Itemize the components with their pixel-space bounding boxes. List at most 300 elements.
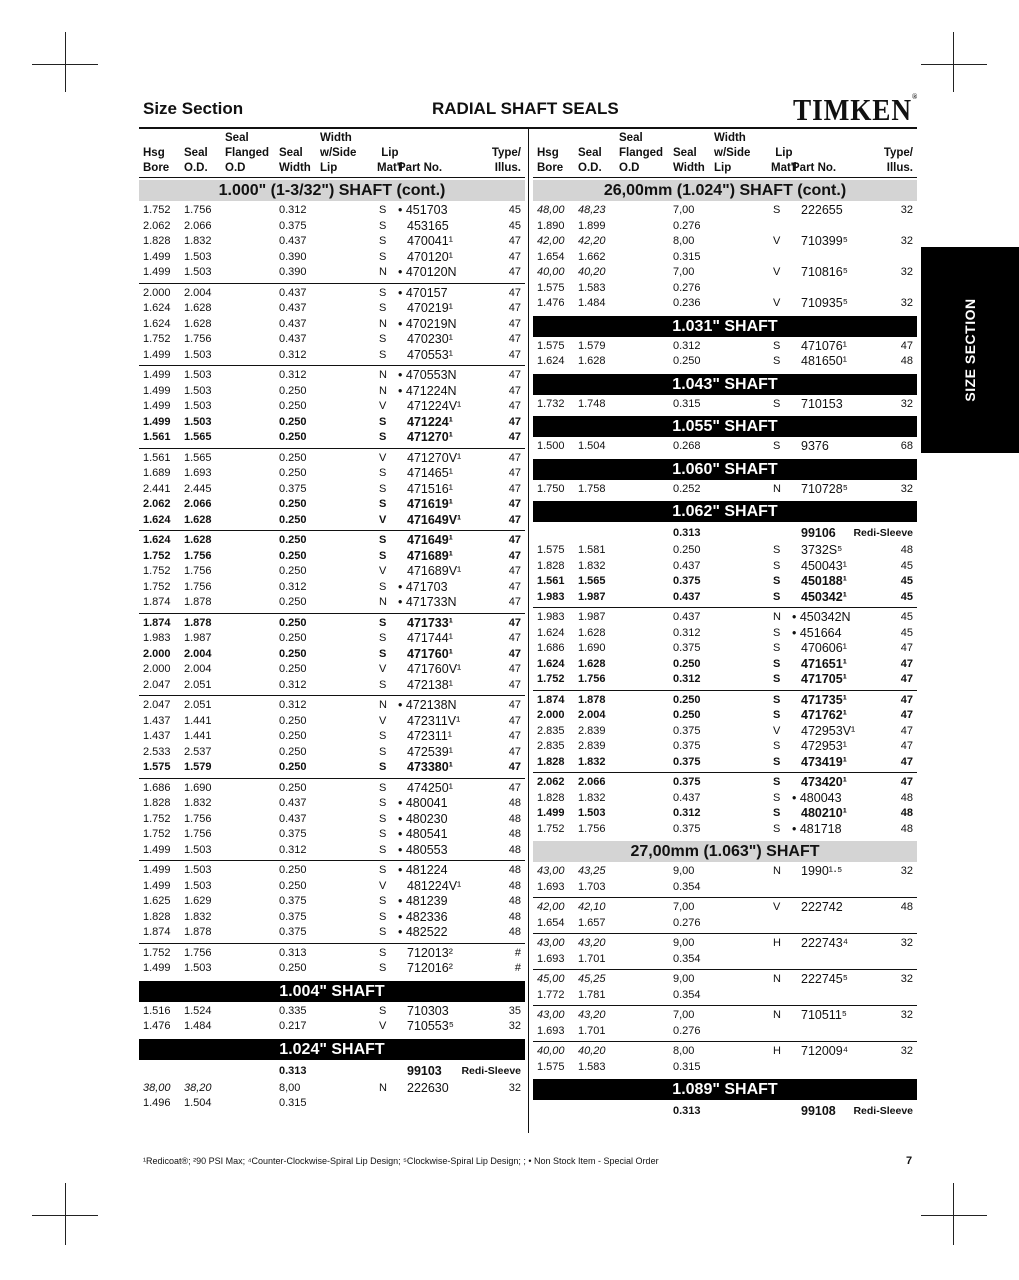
- seal-od-cell: 1.987: [578, 590, 606, 603]
- seal-od-cell: 2.004: [184, 663, 212, 675]
- shaft-size-heading: 1.089" SHAFT: [533, 1079, 917, 1100]
- part-no-cell[interactable]: • 481224: [398, 863, 448, 877]
- table-row: [139, 1019, 525, 1035]
- seal-od-cell: 1.756: [578, 822, 606, 835]
- table-row: [139, 678, 525, 694]
- hsg-bore-cell: 2.000: [143, 286, 171, 299]
- part-no-cell[interactable]: 710399⁵: [801, 234, 848, 248]
- type-illus-cell: 47: [508, 431, 521, 443]
- hsg-bore-cell: 1.752: [143, 828, 171, 840]
- type-illus-header: Type/ Illus.: [491, 147, 521, 174]
- table-row: [533, 1024, 917, 1040]
- seal-od-cell: 1.758: [578, 482, 606, 495]
- hsg-bore-cell: 42,00: [537, 235, 565, 247]
- seal-width-cell: 0.437: [279, 235, 307, 247]
- type-illus-cell: 45: [900, 559, 913, 572]
- part-no-cell[interactable]: 471733¹: [407, 615, 453, 630]
- column-divider: [528, 128, 529, 1133]
- part-no-cell[interactable]: • 470553N: [398, 368, 457, 382]
- hsg-bore-cell: 1.500: [537, 440, 565, 452]
- part-no-cell[interactable]: 473420¹: [801, 775, 847, 789]
- lip-mat-cell: S: [379, 632, 387, 644]
- seal-width-cell: 0.312: [673, 807, 701, 819]
- crop-mark: [921, 1215, 987, 1216]
- lip-mat-cell: S: [379, 204, 387, 216]
- seal-width-cell: 0.390: [279, 250, 307, 263]
- part-no-cell[interactable]: 222743⁴: [801, 936, 849, 950]
- part-no-cell[interactable]: 470120¹: [407, 249, 453, 264]
- seal-width-cell: 0.437: [279, 812, 307, 825]
- seal-width-cell: 0.437: [279, 302, 307, 314]
- part-no-cell[interactable]: 710153: [801, 396, 843, 411]
- part-no-cell[interactable]: 471516¹: [407, 481, 453, 496]
- seal-width-cell: 0.217: [279, 1020, 307, 1032]
- seal-od-cell: 2.004: [184, 286, 212, 299]
- lip-mat-cell: V: [379, 1020, 387, 1032]
- crop-mark: [953, 1183, 954, 1245]
- part-no-cell[interactable]: 471619¹: [407, 497, 453, 511]
- part-no-cell[interactable]: • 481718: [792, 821, 842, 836]
- seal-od-cell: 1.657: [578, 916, 606, 929]
- hsg-bore-cell: 1.828: [537, 791, 565, 804]
- part-no-cell[interactable]: 471224V¹: [407, 399, 462, 413]
- hsg-bore-cell: 1.752: [143, 565, 171, 577]
- table-row: [533, 988, 917, 1004]
- lip-mat-cell: S: [379, 647, 387, 660]
- part-no-cell[interactable]: 470553¹: [407, 347, 453, 362]
- seal-od-cell: 2.004: [578, 709, 606, 721]
- part-no-cell[interactable]: 471270¹: [407, 430, 453, 444]
- table-row: [139, 843, 525, 859]
- seal-od-cell: 1.756: [184, 812, 212, 825]
- hsg-bore-cell: 1.689: [143, 467, 171, 479]
- table-row: [533, 791, 917, 807]
- type-illus-cell: 47: [508, 647, 521, 660]
- hsg-bore-cell: 1.624: [537, 657, 565, 670]
- type-illus-cell: 47: [508, 384, 521, 397]
- hsg-bore-cell: 1.624: [537, 626, 565, 639]
- part-no-cell[interactable]: 710816⁵: [801, 265, 848, 279]
- seal-width-cell: 7,00: [673, 901, 695, 913]
- seal-od-cell: 1.878: [578, 693, 606, 706]
- seal-od-cell: 1.524: [184, 1004, 212, 1017]
- seal-od-cell: 2.066: [578, 776, 606, 788]
- type-illus-cell: 48: [508, 895, 521, 907]
- part-no-cell[interactable]: 481650¹: [801, 354, 847, 368]
- seal-group: [139, 781, 525, 862]
- part-no-cell[interactable]: 471076¹: [801, 338, 847, 353]
- part-no-cell[interactable]: 99108: [801, 1104, 836, 1118]
- lip-mat-cell: V: [379, 879, 387, 892]
- hsg-bore-header: Hsg Bore: [537, 147, 564, 174]
- lip-mat-cell: V: [379, 714, 387, 727]
- hsg-bore-cell: 1.575: [143, 761, 171, 773]
- seal-width-cell: 0.250: [673, 657, 701, 670]
- seal-group: [533, 900, 917, 934]
- crop-mark: [65, 32, 66, 92]
- part-no-cell[interactable]: 470041¹: [407, 234, 453, 248]
- part-no-cell[interactable]: • 482522: [398, 925, 448, 939]
- lip-mat-cell: S: [773, 559, 781, 572]
- table-row: [139, 580, 525, 596]
- hsg-bore-cell: 48,00: [537, 204, 565, 216]
- part-no-cell[interactable]: 450188¹: [801, 574, 847, 588]
- part-no-cell[interactable]: 470606¹: [801, 641, 847, 655]
- type-illus-cell: 47: [508, 415, 521, 428]
- shaft-size-heading: 1.024" SHAFT: [139, 1039, 525, 1060]
- part-no-cell[interactable]: 471760¹: [407, 646, 453, 661]
- part-no-cell[interactable]: 1990¹·⁵: [801, 864, 843, 878]
- part-no-cell[interactable]: 472311V¹: [407, 713, 461, 728]
- part-no-cell[interactable]: 710728⁵: [801, 481, 848, 496]
- table-row: [533, 900, 917, 916]
- hsg-bore-cell: 1.437: [143, 714, 171, 727]
- seal-width-cell: 0.250: [279, 498, 307, 510]
- seal-group: [139, 946, 525, 979]
- hsg-bore-cell: 1.499: [143, 962, 171, 974]
- table-row: [533, 739, 917, 755]
- lip-mat-cell: N: [379, 266, 387, 278]
- part-no-cell[interactable]: 471651¹: [801, 656, 847, 671]
- hsg-bore-cell: 2.062: [143, 219, 171, 232]
- part-no-cell[interactable]: 471224¹: [407, 414, 453, 429]
- lip-mat-cell: S: [379, 926, 387, 938]
- seal-od-cell: 1.756: [184, 565, 212, 577]
- part-no-cell[interactable]: 222655: [801, 203, 843, 217]
- part-no-cell[interactable]: 471689¹: [407, 548, 453, 563]
- hsg-bore-cell: 2.000: [537, 709, 565, 721]
- seal-width-cell: 0.335: [279, 1004, 307, 1017]
- part-no-cell[interactable]: 712013²: [407, 945, 453, 960]
- lip-mat-cell: N: [379, 369, 387, 381]
- hsg-bore-cell: 1.499: [143, 879, 171, 892]
- table-row: [533, 439, 917, 455]
- table-row: [139, 894, 525, 910]
- seal-od-cell: 1.628: [184, 302, 212, 314]
- seal-od-cell: 1.832: [578, 559, 606, 572]
- part-no-cell[interactable]: 473380¹: [407, 760, 453, 774]
- part-no-cell[interactable]: 470219¹: [407, 301, 453, 315]
- part-no-cell[interactable]: • 480230: [398, 811, 448, 826]
- part-no-cell[interactable]: 710935⁵: [801, 296, 848, 310]
- table-row: [533, 543, 917, 559]
- seal-width-cell: 0.437: [279, 333, 307, 345]
- part-no-cell[interactable]: 222742: [801, 900, 843, 914]
- table-row: [139, 662, 525, 678]
- lip-mat-header: Lip Mat'l: [771, 147, 797, 174]
- part-no-cell[interactable]: 480210¹: [801, 806, 847, 820]
- seal-od-cell: 45,25: [578, 973, 606, 985]
- part-no-cell[interactable]: 99103: [407, 1063, 442, 1078]
- seal-od-cell: 1.503: [184, 384, 212, 397]
- part-no-cell[interactable]: 471649¹: [407, 533, 453, 547]
- part-no-cell[interactable]: 453165: [407, 218, 449, 233]
- hsg-bore-cell: 1.752: [143, 580, 171, 593]
- lip-mat-cell: V: [773, 266, 781, 278]
- part-no-cell[interactable]: 472311¹: [407, 729, 452, 743]
- part-no-cell[interactable]: • 480043: [792, 790, 842, 805]
- seal-width-cell: 0.437: [279, 797, 307, 809]
- hsg-bore-cell: 1.772: [537, 988, 565, 1001]
- table-row: [533, 574, 917, 590]
- seal-group: [139, 203, 525, 284]
- part-no-cell[interactable]: • 451703: [398, 203, 448, 217]
- hsg-bore-cell: 1.752: [537, 673, 565, 685]
- seal-od-cell: 40,20: [578, 1045, 606, 1057]
- seal-od-cell: 1.503: [184, 348, 212, 361]
- hsg-bore-cell: 1.499: [143, 843, 171, 856]
- hsg-bore-cell: 1.499: [143, 266, 171, 278]
- seal-width-cell: 0.250: [279, 616, 307, 629]
- hsg-bore-header: Hsg Bore: [143, 147, 170, 174]
- hsg-bore-cell: 1.983: [537, 611, 565, 623]
- lip-mat-cell: S: [379, 549, 387, 562]
- part-no-cell[interactable]: 471705¹: [801, 672, 847, 686]
- seal-group: [533, 610, 917, 691]
- seal-width-cell: 0.250: [279, 451, 307, 464]
- type-illus-cell: 47: [508, 250, 521, 263]
- type-illus-cell: 47: [508, 348, 521, 361]
- seal-width-cell: 0.250: [279, 549, 307, 562]
- seal-width-cell: 0.250: [279, 431, 307, 443]
- lip-mat-cell: S: [379, 580, 387, 593]
- part-no-cell[interactable]: 712009⁴: [801, 1044, 849, 1058]
- part-no-cell[interactable]: • 480553: [398, 842, 448, 857]
- part-no-cell[interactable]: • 450342N: [792, 610, 851, 624]
- lip-mat-cell: N: [773, 973, 781, 985]
- table-row: [139, 946, 525, 962]
- table-row: [533, 482, 917, 498]
- lip-mat-cell: N: [773, 482, 781, 495]
- table-row: [533, 972, 917, 988]
- seal-od-cell: 1.878: [184, 596, 212, 608]
- table-row: [533, 657, 917, 673]
- part-no-cell[interactable]: • 480041: [398, 796, 448, 810]
- lip-mat-cell: S: [379, 745, 387, 758]
- hsg-bore-cell: 1.575: [537, 544, 565, 556]
- lip-mat-cell: N: [773, 865, 781, 877]
- table-row: [139, 286, 525, 302]
- type-illus-cell: 68: [900, 440, 913, 452]
- part-no-cell[interactable]: • 480541: [398, 827, 448, 841]
- type-illus-cell: 47: [900, 755, 913, 768]
- table-row: [139, 781, 525, 797]
- seal-group: [533, 1044, 917, 1077]
- table-row: [533, 724, 917, 740]
- table-row: [533, 916, 917, 932]
- table-row: [533, 1102, 917, 1121]
- hsg-bore-cell: 1.828: [143, 910, 171, 923]
- table-row: [139, 317, 525, 333]
- seal-width-cell: 0.312: [279, 369, 307, 381]
- seal-width-cell: 0.390: [279, 266, 307, 278]
- seal-group: [533, 1102, 917, 1123]
- part-no-cell[interactable]: 474250¹: [407, 780, 453, 795]
- seal-width-cell: 0.315: [673, 1060, 701, 1073]
- part-no-cell[interactable]: • 470157: [398, 285, 448, 300]
- table-row: [533, 822, 917, 838]
- seal-width-cell: 7,00: [673, 266, 695, 278]
- seal-od-cell: 1.629: [184, 895, 212, 907]
- part-no-cell[interactable]: 471689V¹: [407, 564, 462, 578]
- seal-od-cell: 1.628: [184, 317, 212, 330]
- part-no-cell[interactable]: 450043¹: [801, 558, 847, 573]
- hsg-bore-cell: 1.693: [537, 880, 565, 893]
- part-no-cell[interactable]: 222630: [407, 1080, 449, 1095]
- type-illus-cell: 45: [900, 575, 913, 587]
- part-no-cell[interactable]: 450342¹: [801, 589, 847, 604]
- type-illus-cell: 47: [508, 333, 521, 345]
- seal-group: [139, 863, 525, 944]
- section-title: Size Section: [143, 99, 244, 118]
- part-no-cell[interactable]: 470230¹: [407, 332, 453, 346]
- lip-mat-cell: N: [379, 596, 387, 608]
- seal-width-cell: 0.375: [673, 755, 701, 768]
- part-no-cell[interactable]: 471270V¹: [407, 450, 462, 465]
- seal-flanged-od-header: Seal Flanged O.D: [619, 132, 664, 174]
- seal-width-cell: 0.437: [279, 286, 307, 299]
- seal-group: [533, 775, 917, 839]
- hsg-bore-cell: 1.983: [143, 632, 171, 644]
- table-row: [139, 1081, 525, 1097]
- part-no-cell[interactable]: 712016²: [407, 961, 453, 975]
- type-illus-cell: 48: [508, 879, 521, 892]
- part-no-cell[interactable]: 471744¹: [407, 631, 453, 645]
- seal-od-cell: 1.628: [578, 626, 606, 639]
- seal-width-cell: 0.375: [673, 776, 701, 788]
- seal-group: [139, 451, 525, 532]
- part-no-cell[interactable]: • 481239: [398, 894, 448, 908]
- lip-mat-cell: S: [379, 302, 387, 314]
- part-no-cell[interactable]: • 470120N: [398, 265, 457, 279]
- table-row: [533, 296, 917, 312]
- part-no-cell[interactable]: • 472138N: [398, 698, 457, 712]
- lip-mat-cell: S: [379, 235, 387, 247]
- lip-mat-cell: S: [379, 812, 387, 825]
- part-no-cell[interactable]: • 482336: [398, 909, 448, 924]
- part-no-header: Part No.: [792, 162, 837, 174]
- shaft-size-heading: 1.004" SHAFT: [139, 981, 525, 1002]
- seal-group: [533, 693, 917, 774]
- part-no-cell[interactable]: • 471703: [398, 579, 448, 594]
- table-row: [533, 281, 917, 297]
- seal-od-cell: 1.565: [184, 451, 212, 464]
- hsg-bore-cell: 1.575: [537, 281, 565, 294]
- lip-mat-cell: S: [379, 730, 387, 742]
- page-number: 7: [906, 1155, 913, 1167]
- table-row: [139, 348, 525, 364]
- part-no-cell[interactable]: 473419¹: [801, 754, 847, 769]
- lip-mat-cell: S: [379, 431, 387, 443]
- table-row: [139, 729, 525, 745]
- type-illus-cell: 47: [508, 596, 521, 608]
- hsg-bore-cell: 1.874: [537, 693, 565, 706]
- seal-width-cell: 0.276: [673, 219, 701, 232]
- part-no-cell[interactable]: 481224V¹: [407, 878, 462, 893]
- hsg-bore-cell: 2.533: [143, 745, 171, 758]
- seal-od-header: Seal O.D.: [578, 147, 602, 174]
- seal-width-cell: 0.250: [279, 962, 307, 974]
- part-no-cell[interactable]: 471465¹: [407, 466, 453, 480]
- seal-group: [533, 397, 917, 415]
- footnote: ¹Redicoat®; ²90 PSI Max; ⁴Counter-Clockwise-Spiral Lip Design; ⁵Clockwise-Spiral Lip Design; ; • Non Stock Item - Special Order: [143, 1156, 659, 1166]
- hsg-bore-cell: 2.062: [537, 776, 565, 788]
- part-no-cell[interactable]: 471649V¹: [407, 512, 462, 527]
- lip-mat-cell: S: [773, 807, 781, 819]
- seal-od-cell: 1.690: [184, 781, 212, 794]
- table-row: [533, 1008, 917, 1024]
- part-no-cell[interactable]: 99106: [801, 526, 836, 540]
- seal-od-cell: 1.832: [184, 235, 212, 247]
- part-no-cell[interactable]: • 470219N: [398, 316, 457, 331]
- part-no-cell[interactable]: 3732S⁵: [801, 543, 843, 557]
- seal-od-cell: 1.503: [578, 807, 606, 819]
- seal-width-cell: 9,00: [673, 865, 695, 877]
- table-row: [139, 384, 525, 400]
- part-no-cell[interactable]: • 471224N: [398, 383, 457, 398]
- part-no-cell[interactable]: 471735¹: [801, 692, 847, 707]
- type-illus-cell: 47: [900, 740, 913, 752]
- part-no-cell[interactable]: 472138¹: [407, 677, 453, 692]
- type-illus-cell: 47: [900, 642, 913, 654]
- table-row: [139, 616, 525, 632]
- type-illus-cell: 47: [900, 776, 913, 788]
- seal-width-cell: 0.437: [673, 559, 701, 572]
- hsg-bore-cell: 1.750: [537, 482, 565, 495]
- part-no-cell[interactable]: • 471733N: [398, 595, 457, 609]
- seal-group: [533, 864, 917, 898]
- type-illus-cell: 47: [508, 580, 521, 593]
- part-no-cell[interactable]: 9376: [801, 439, 829, 453]
- hsg-bore-cell: 1.561: [143, 451, 171, 464]
- type-illus-cell: 32: [900, 1045, 913, 1057]
- hsg-bore-cell: 1.828: [537, 755, 565, 768]
- part-no-cell[interactable]: 471760V¹: [407, 662, 462, 676]
- seal-width-cell: 0.250: [279, 647, 307, 660]
- hsg-bore-cell: 1.499: [143, 250, 171, 263]
- part-no-cell[interactable]: 472953¹: [801, 739, 847, 753]
- hsg-bore-cell: 2.835: [537, 724, 565, 737]
- part-no-cell[interactable]: 710553⁵: [407, 1019, 454, 1033]
- table-row: [139, 879, 525, 895]
- part-no-cell[interactable]: 472539¹: [407, 744, 453, 759]
- lip-mat-cell: H: [773, 937, 781, 949]
- seal-width-cell: 0.252: [673, 482, 701, 495]
- seal-od-cell: 1.565: [184, 431, 212, 443]
- hsg-bore-cell: 1.890: [537, 219, 565, 232]
- hsg-bore-cell: 1.499: [143, 369, 171, 381]
- table-row: [139, 415, 525, 431]
- part-no-cell[interactable]: • 451664: [792, 625, 842, 640]
- seal-width-cell: 0.437: [673, 791, 701, 804]
- type-illus-cell: 47: [508, 498, 521, 510]
- type-illus-cell: Redi-Sleeve: [853, 527, 913, 539]
- table-row: [139, 745, 525, 761]
- part-no-cell[interactable]: 472953V¹: [801, 723, 856, 738]
- part-no-cell[interactable]: 471762¹: [801, 708, 847, 722]
- seal-od-cell: 1.748: [578, 397, 606, 410]
- type-illus-cell: 48: [508, 843, 521, 856]
- part-no-cell[interactable]: 710303: [407, 1003, 449, 1018]
- size-section-tab[interactable]: [921, 247, 1019, 453]
- seal-width-cell: 0.250: [279, 400, 307, 412]
- lip-mat-cell: V: [773, 235, 781, 247]
- lip-mat-cell: S: [379, 498, 387, 510]
- part-no-cell[interactable]: 222745⁵: [801, 972, 848, 986]
- seal-width-cell: 0.437: [673, 590, 701, 603]
- part-no-cell[interactable]: 710511⁵: [801, 1008, 847, 1022]
- lip-mat-cell: S: [379, 250, 387, 263]
